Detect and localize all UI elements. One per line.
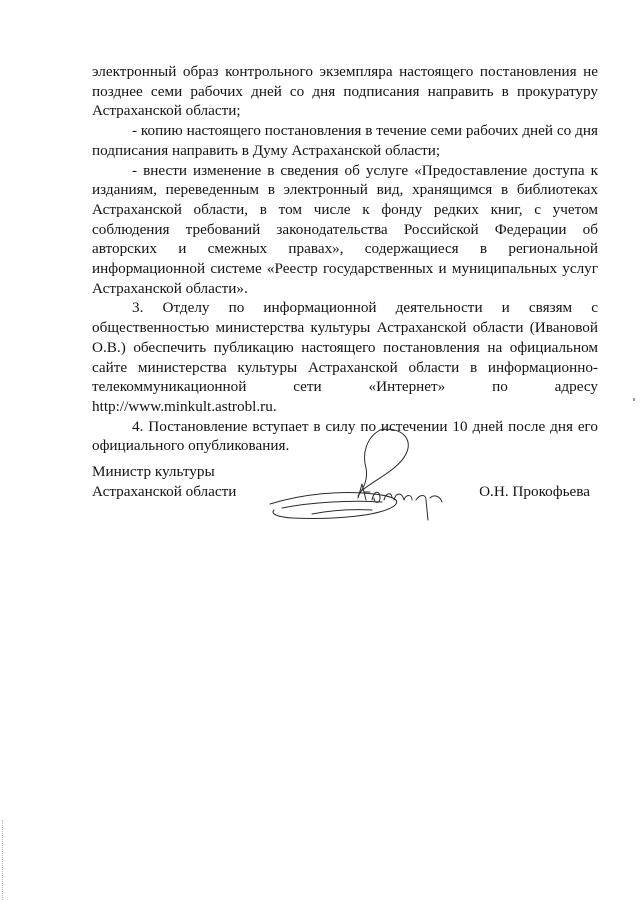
signer-position-line-1: Министр культуры [92,463,215,480]
handwritten-signature [262,424,462,534]
paragraph-duma-copy: - копию настоящего постановления в течение семи рабочих дней со дня подписания направить в Думу Астраханской области; [92,122,598,159]
signer-position-line-2: Астраханской области [92,482,237,500]
paragraph-effective-date: 4. Постановление вступает в силу по истечении 10 дней после дня его официального опубликования. [92,417,598,455]
paragraph-publication: 3. Отделу по информационной деятельности и связям с общественностью министерства культуры Астраханской области (Ивановой О.В.) обеспечить публикацию настоящего постановления на официальном сайте министерства культуры Астраханской области в информационно-телекоммуникационной сети «Интернет» по адресу http://www.minkult.astrobl.ru. [92,299,598,415]
scan-artifact-edge [2,820,5,900]
paragraph-prosecutor-copy: электронный образ контрольного экземпляра настоящего постановления не позднее семи рабочих дней со дня подписания направить в прокуратуру Астраханской области; [92,63,598,120]
document-body [92,62,598,456]
scan-artifact-dot [633,398,635,401]
signer-name: О.Н. Прокофьева [479,482,590,500]
paragraph-service-registry: - внести изменение в сведения об услуге «Предоставление доступа к изданиям, переведенным в электронный вид, хранящимся в библиотеках Астраханской области, в том числе к фонду редких книг, с учетом соблюдения требований законодательства Российской Федерации об авторских и смежных правах», содержащиеся в региональной информационной системе «Реестр государственных и муниципальных услуг Астраханской области». [92,161,598,297]
